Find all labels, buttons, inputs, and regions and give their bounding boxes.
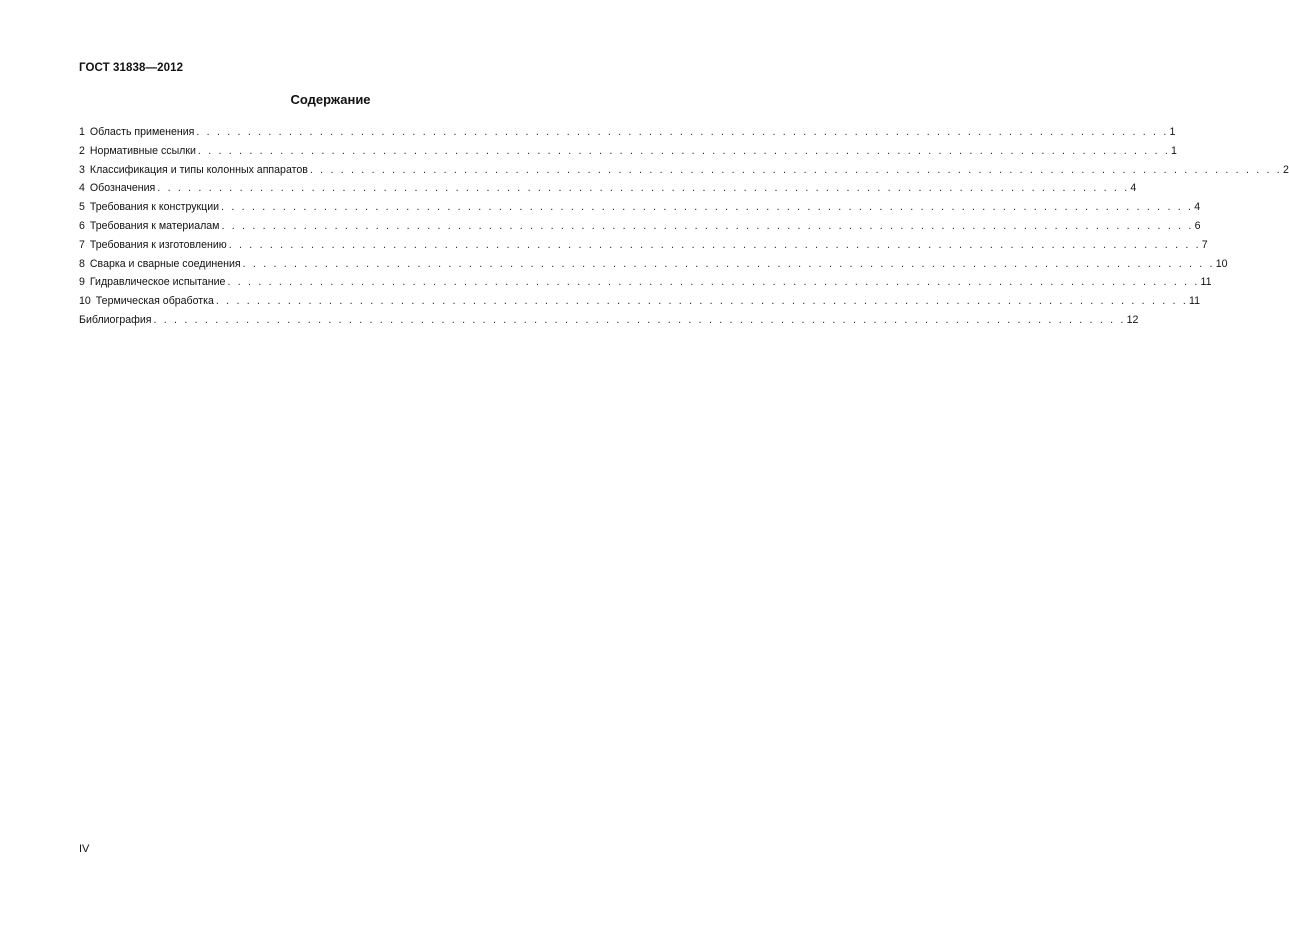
- toc-item-title: Область применения: [89, 126, 195, 138]
- toc-item[interactable]: [79, 255, 1228, 274]
- toc-item-title: Нормативные ссылки: [89, 144, 196, 157]
- toc-item-title: Классификация и типы колонных аппаратов: [89, 163, 308, 176]
- toc-item-title: Сварка и сварные соединения: [89, 257, 241, 270]
- toc-item-number: 2: [79, 144, 85, 157]
- toc-item-page: 11: [1200, 276, 1212, 289]
- toc-item-title: Требования к конструкции: [89, 201, 220, 214]
- toc-leader-dots: . . . . . . . . . . . . . . . . . . . . . . . . . . . . . . . . . . . . . . . . . . . . . . . . . . . . . . . . . . . . . . . . . . . . . . . . . . . . . . . . . . . . . . . . . . . . . . .: [157, 182, 1130, 195]
- toc-item-title: Библиография: [79, 313, 152, 326]
- toc-item-title: Гидравлическое испытание: [89, 276, 226, 289]
- toc-item-title: Термическая обработка: [95, 295, 214, 308]
- toc-item-page: 7: [1201, 238, 1208, 251]
- toc-leader-dots: . . . . . . . . . . . . . . . . . . . . . . . . . . . . . . . . . . . . . . . . . . . . . . . . . . . . . . . . . . . . . . . . . . . . . . . . . . . . . . . . . . . . . . . . . . . . . . .: [221, 219, 1194, 232]
- toc-item[interactable]: [79, 142, 1177, 161]
- toc-item-page: 4: [1130, 182, 1137, 195]
- toc-item-page: 2: [1282, 163, 1289, 176]
- toc-item-number: 8: [79, 257, 85, 270]
- toc-item[interactable]: [79, 123, 1176, 142]
- toc-item-title: Требования к материалам: [89, 219, 220, 232]
- toc-item-page: 1: [1171, 144, 1177, 157]
- toc-item[interactable]: [79, 161, 1289, 180]
- toc-item-page: 12: [1126, 313, 1139, 326]
- toc-item-number: 6: [79, 219, 85, 232]
- toc-item-number: 5: [79, 201, 85, 214]
- toc-leader-dots: . . . . . . . . . . . . . . . . . . . . . . . . . . . . . . . . . . . . . . . . . . . . . . . . . . . . . . . . . . . . . . . . . . . . . . . . . . . . . . . . . . . . . . . . . . . . . . .: [227, 276, 1200, 289]
- page-number: IV: [79, 843, 90, 855]
- toc-leader-dots: . . . . . . . . . . . . . . . . . . . . . . . . . . . . . . . . . . . . . . . . . . . . . . . . . . . . . . . . . . . . . . . . . . . . . . . . . . . . . . . . . . . . . . . . . . . . . . .: [242, 257, 1215, 270]
- toc-item-number: 1: [79, 126, 85, 138]
- toc-leader-dots: . . . . . . . . . . . . . . . . . . . . . . . . . . . . . . . . . . . . . . . . . . . . . . . . . . . . . . . . . . . . . . . . . . . . . . . . . . . . . . . . . . . . . . . . . . . . . . .: [221, 201, 1194, 214]
- toc-item[interactable]: [79, 236, 1208, 255]
- toc-item-number: 3: [79, 163, 85, 176]
- toc-item[interactable]: [79, 198, 1201, 217]
- document-header: ГОСТ 31838—2012: [79, 62, 184, 74]
- toc-leader-dots: . . . . . . . . . . . . . . . . . . . . . . . . . . . . . . . . . . . . . . . . . . . . . . . . . . . . . . . . . . . . . . . . . . . . . . . . . . . . . . . . . . . . . . . . . . . . . . .: [215, 295, 1188, 308]
- toc-item[interactable]: [79, 217, 1201, 236]
- toc-item-title: Требования к изготовлению: [89, 238, 227, 251]
- toc-item[interactable]: [79, 179, 1137, 198]
- toc-item-number: 10: [79, 295, 91, 308]
- toc-leader-dots: . . . . . . . . . . . . . . . . . . . . . . . . . . . . . . . . . . . . . . . . . . . . . . . . . . . . . . . . . . . . . . . . . . . . . . . . . . . . . . . . . . . . . . . . . . . . . . .: [196, 126, 1169, 138]
- toc-leader-dots: . . . . . . . . . . . . . . . . . . . . . . . . . . . . . . . . . . . . . . . . . . . . . . . . . . . . . . . . . . . . . . . . . . . . . . . . . . . . . . . . . . . . . . . . . . . . . . .: [153, 313, 1126, 326]
- toc-item[interactable]: [79, 292, 1200, 311]
- toc-item-page: 10: [1215, 257, 1228, 270]
- toc-item-number: 9: [79, 276, 85, 289]
- toc-item-number: 7: [79, 238, 85, 251]
- toc-item[interactable]: [79, 311, 1139, 330]
- toc-leader-dots: . . . . . . . . . . . . . . . . . . . . . . . . . . . . . . . . . . . . . . . . . . . . . . . . . . . . . . . . . . . . . . . . . . . . . . . . . . . . . . . . . . . . . . . . . . . . . . .: [197, 144, 1171, 157]
- table-of-contents: [79, 123, 1289, 330]
- toc-item[interactable]: [79, 273, 1212, 292]
- toc-item-page: 6: [1194, 219, 1201, 232]
- toc-item-number: 4: [79, 182, 85, 195]
- toc-item-page: 1: [1169, 126, 1176, 138]
- toc-item-title: Обозначения: [89, 182, 156, 195]
- toc-item-page: 11: [1188, 295, 1200, 308]
- toc-leader-dots: . . . . . . . . . . . . . . . . . . . . . . . . . . . . . . . . . . . . . . . . . . . . . . . . . . . . . . . . . . . . . . . . . . . . . . . . . . . . . . . . . . . . . . . . . . . . . . .: [309, 163, 1282, 176]
- toc-item-page: 4: [1194, 201, 1201, 214]
- toc-title: Содержание: [290, 92, 371, 107]
- toc-leader-dots: . . . . . . . . . . . . . . . . . . . . . . . . . . . . . . . . . . . . . . . . . . . . . . . . . . . . . . . . . . . . . . . . . . . . . . . . . . . . . . . . . . . . . . . . . . . . . . .: [228, 238, 1201, 251]
